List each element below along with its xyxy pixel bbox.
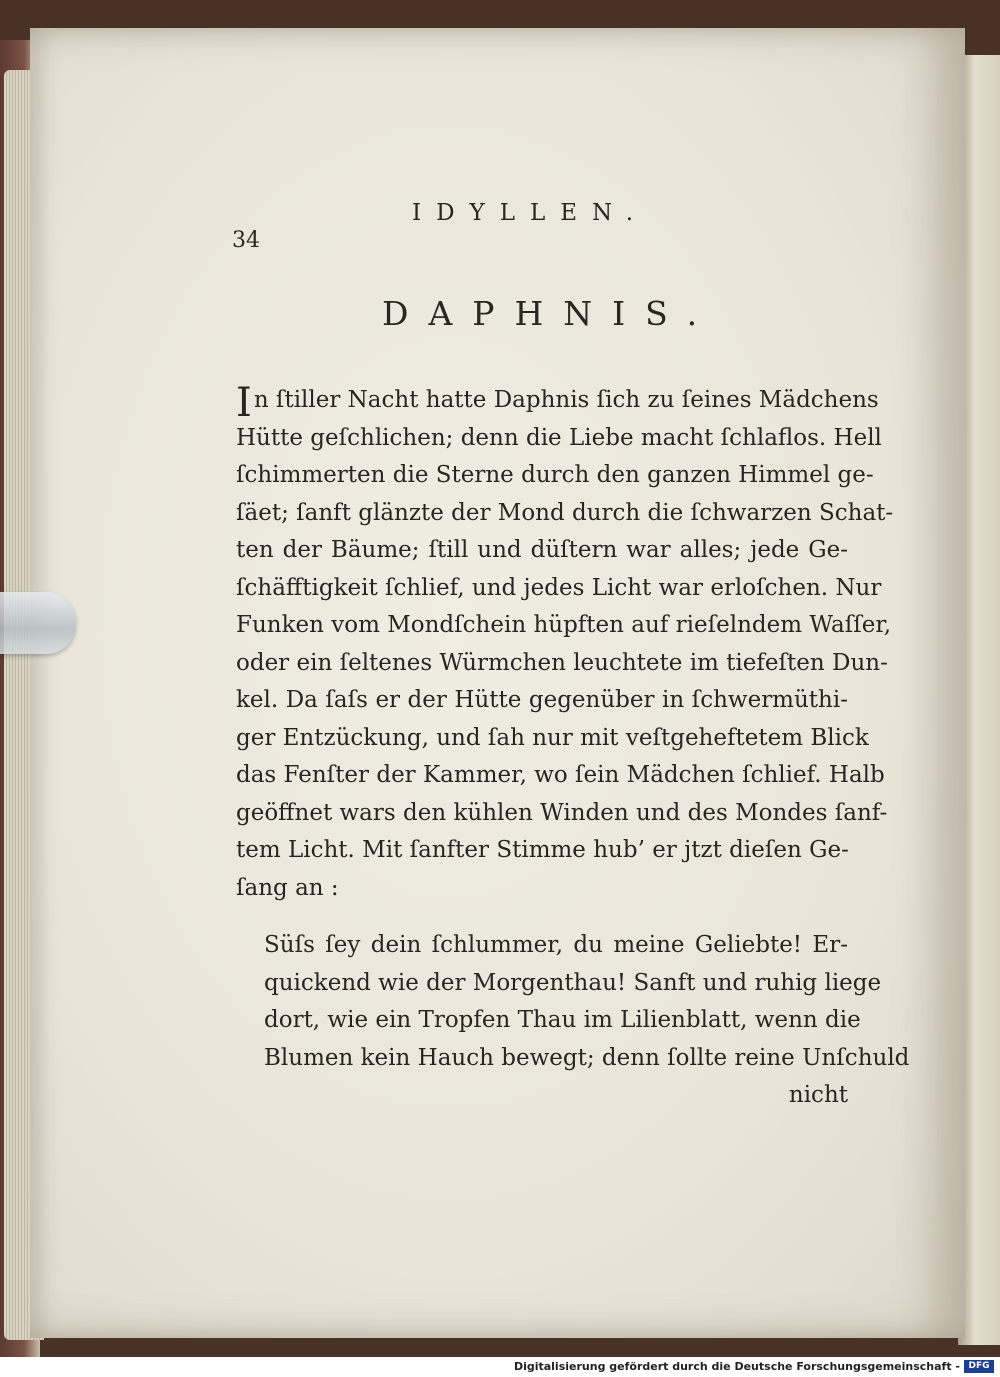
drop-cap: I bbox=[236, 380, 252, 426]
text-line: Süſs ſey dein ſchlummer, du meine Geliebte! Er- bbox=[264, 932, 848, 958]
dfg-logo: DFG bbox=[964, 1360, 994, 1373]
text-line: ſchimmerten die Sterne durch den ganzen Himmel ge- bbox=[236, 462, 874, 488]
text-line: dort, wie ein Tropfen Thau im Lilienblatt, wenn die bbox=[264, 1007, 861, 1033]
chapter-title: DAPHNIS. bbox=[382, 294, 718, 333]
text-line: ger Entzückung, und ſah nur mit veſtgeheftetem Blick bbox=[236, 724, 869, 751]
text-line: geöffnet wars den kühlen Winden und des Mondes ſanf- bbox=[236, 799, 888, 826]
catchword: nicht bbox=[788, 1082, 848, 1108]
text-line: Blumen kein Hauch bewegt; denn ſollte reine Unſchuld bbox=[264, 1044, 910, 1071]
paragraph-1 bbox=[236, 380, 894, 907]
funding-credit: Digitalisierung gefördert durch die Deutsche Forschungsgemeinschaft - bbox=[513, 1360, 960, 1373]
text-line: Funken vom Mondſchein hüpften auf rieſelndem Waſſer, bbox=[236, 612, 892, 638]
text-line: In ſtiller Nacht hatte Daphnis ſich zu ſeines Mädchens bbox=[236, 380, 879, 426]
paragraph-2 bbox=[236, 927, 910, 1115]
text-body bbox=[236, 380, 910, 1115]
text-line: ſchäfftigkeit ſchlief, und jedes Licht war erloſchen. Nur bbox=[236, 574, 882, 601]
text-line: Hütte geſchlichen; denn die Liebe macht ſchlaflos. Hell bbox=[236, 424, 882, 451]
text-line: kel. Da ſaſs er der Hütte gegenüber in ſchwermüthi- bbox=[236, 687, 848, 713]
footer-bar bbox=[0, 1357, 1000, 1377]
text-line: ſang an : bbox=[236, 874, 339, 901]
running-head: IDYLLEN. bbox=[412, 200, 649, 226]
bookmark-clip bbox=[0, 592, 76, 654]
text-line: oder ein ſeltenes Würmchen leuchtete im tiefeſten Dun- bbox=[236, 649, 888, 676]
text-line: quickend wie der Morgenthau! Sanft und ruhig liege bbox=[264, 969, 882, 996]
page-number: 34 bbox=[232, 228, 260, 253]
text-line: tem Licht. Mit ſanfter Stimme hub’ er jtzt dieſen Ge- bbox=[236, 837, 849, 863]
text-line: ſäet; ſanft glänzte der Mond durch die ſchwarzen Schat- bbox=[236, 499, 894, 526]
text-line: das Fenſter der Kammer, wo ſein Mädchen ſchlief. Halb bbox=[236, 762, 885, 788]
text-line: ten der Bäume; ſtill und düſtern war alles; jede Ge- bbox=[236, 537, 848, 563]
